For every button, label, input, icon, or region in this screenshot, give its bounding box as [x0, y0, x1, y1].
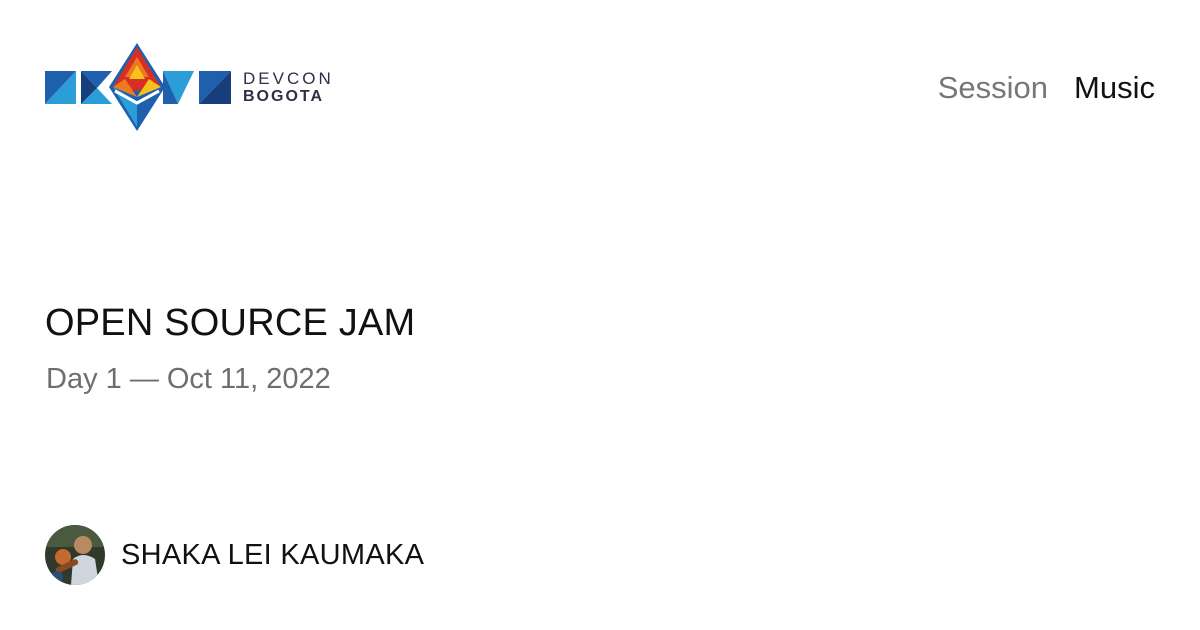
devcon-logo-mark	[45, 43, 235, 133]
speaker-avatar	[45, 525, 105, 585]
speaker[interactable]	[45, 525, 424, 585]
top-nav	[938, 70, 1155, 106]
speaker-name[interactable]: SHAKA LEI KAUMAKA	[121, 538, 425, 571]
session-date: Day 1 — Oct 11, 2022	[46, 363, 331, 395]
logo-wordmark-devcon: DEVCON	[243, 69, 334, 88]
session-title: OPEN SOURCE JAM	[45, 302, 416, 344]
tab-music[interactable]: Music	[1074, 70, 1155, 105]
devcon-logo[interactable]	[45, 43, 355, 133]
logo-wordmark-bogota: BOGOTA	[243, 88, 325, 105]
tab-session[interactable]: Session	[937, 70, 1049, 105]
